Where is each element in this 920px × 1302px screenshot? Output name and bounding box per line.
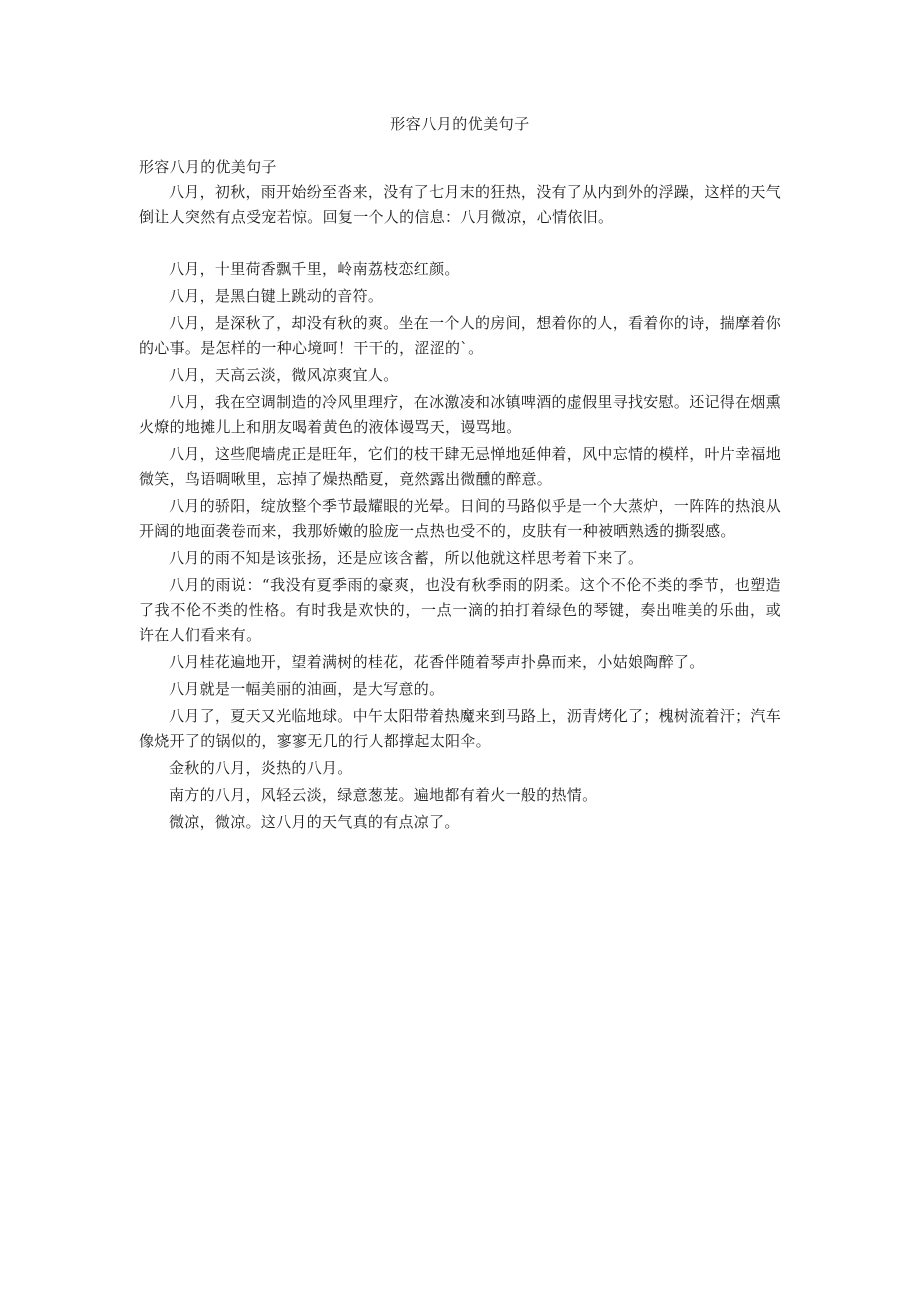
paragraph-6: 八月，我在空调制造的冷风里理疗，在冰激凌和冰镇啤酒的虚假里寻找安慰。还记得在烟熏火燎的地摊儿上和朋友喝着黄色的液体谩骂天，谩骂地。: [139, 393, 782, 436]
paragraph-3: 八月，是黑白键上跳动的音符。: [169, 287, 384, 305]
paragraph-10: 八月的雨说：“我没有夏季雨的豪爽，也没有秋季雨的阴柔。这个不伦不类的季节，也塑造了我不伦不类的性格。有时我是欢快的，一点一滴的拍打着绿色的琴键，奏出唯美的乐曲，或许在人们看来有。: [139, 576, 781, 644]
blank-line: [139, 232, 781, 257]
paragraph-1: 八月，初秋，雨开始纷至沓来，没有了七月末的狂热，没有了从内到外的浮躁，这样的天气倒让人突然有点受宠若惊。回复一个人的信息：八月微凉，心情依旧。: [139, 183, 782, 226]
document-body: [139, 155, 781, 837]
paragraph-7: 八月，这些爬墙虎正是旺年，它们的枝干肆无忌惮地延伸着，风中忘情的模样，叶片幸福地微笑，鸟语啁啾里，忘掉了燥热酷夏，竟然露出微醺的醉意。: [139, 445, 782, 488]
paragraph-8: 八月的骄阳，绽放整个季节最耀眼的光晕。日间的马路似乎是一个大蒸炉，一阵阵的热浪从开阔的地面袭卷而来，我那娇嫩的脸庞一点热也受不的，皮肤有一种被晒熟透的撕裂感。: [139, 497, 782, 540]
paragraph-11: 八月桂花遍地开，望着满树的桂花，花香伴随着琴声扑鼻而来，小姑娘陶醉了。: [169, 653, 705, 671]
document-title: 形容八月的优美句子: [390, 115, 530, 133]
paragraph-14: 金秋的八月，炎热的八月。: [169, 759, 353, 777]
paragraph-12: 八月就是一幅美丽的油画，是大写意的。: [169, 680, 445, 698]
paragraph-4: 八月，是深秋了，却没有秋的爽。坐在一个人的房间，想着你的人，看着你的诗，揣摩着你的心事。是怎样的一种心境呵！干干的，涩涩的`。: [139, 314, 782, 357]
section-heading: 形容八月的优美句子: [139, 158, 277, 176]
paragraph-15: 南方的八月，风轻云淡，绿意葱茏。遍地都有着火一般的热情。: [169, 786, 598, 804]
paragraph-13: 八月了，夏天又光临地球。中午太阳带着热魔来到马路上，沥青烤化了；槐树流着汗；汽车像烧开了的锅似的，寥寥无几的行人都撑起太阳伞。: [139, 707, 782, 750]
paragraph-2: 八月，十里荷香飘千里，岭南荔枝恋红颜。: [169, 260, 460, 278]
paragraph-5: 八月，天高云淡，微风凉爽宜人。: [169, 366, 399, 384]
paragraph-9: 八月的雨不知是该张扬，还是应该含蓄，所以他就这样思考着下来了。: [169, 549, 644, 567]
paragraph-16: 微凉，微凉。这八月的天气真的有点凉了。: [169, 813, 460, 831]
